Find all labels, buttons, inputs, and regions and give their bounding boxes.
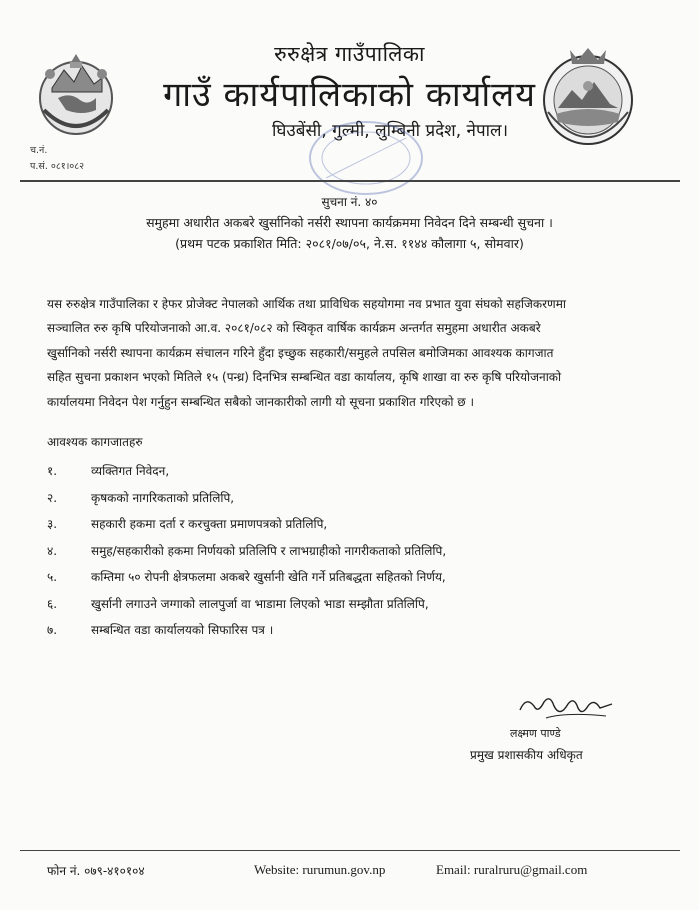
- publication-info: (प्रथम पटक प्रकाशित मिति: २०८१/०७/०५, ने.स. ११४४ कौलागा ५, सोमवार): [175, 236, 524, 251]
- dispatch-number: च.नं.: [30, 145, 48, 156]
- notice-body: [47, 292, 653, 414]
- item-number: ७.: [47, 623, 58, 637]
- body-line: सहित सुचना प्रकाशन भएको मितिले १५ (पन्ध्र) दिनभित्र सम्बन्धित वडा कार्यालय, कृषि शाखा वा रुरु कृषि परियोजनाको: [47, 370, 562, 385]
- item-number: २.: [47, 490, 58, 505]
- item-text: कम्तिमा ५० रोपनी क्षेत्रफलमा अकबरे खुर्सानी खेति गर्ने प्रतिबद्धता सहितको निर्णय,: [91, 570, 446, 584]
- item-text: कृषकको नागरिकताको प्रतिलिपि,: [91, 490, 235, 505]
- item-text: सहकारी हकमा दर्ता र करचुक्ता प्रमाणपत्रको प्रतिलिपि,: [91, 517, 328, 531]
- footer-phone: फोन नं. ०७९-४१०१०४: [47, 864, 145, 878]
- footer-website[interactable]: Website: rurumun.gov.np: [254, 862, 386, 877]
- office-stamp-icon: [306, 118, 426, 198]
- reference-block: [30, 143, 84, 175]
- item-text: व्यक्तिगत निवेदन,: [91, 464, 170, 478]
- signatory-name: लक्ष्मण पाण्डे: [510, 727, 561, 740]
- header-divider: [20, 180, 680, 182]
- municipality-name: रुरुक्षेत्र गाउँपालिका: [274, 42, 425, 66]
- body-line: खुर्सानिको नर्सरी स्थापना कार्यक्रम संचालन गरिने हुँदा इच्छुक सहकारी/समुहले तपसिल बमोजिमका आवश्यक कागजात: [47, 345, 554, 360]
- notice-number: सुचना नं. ४०: [321, 195, 378, 209]
- item-number: ५.: [47, 570, 58, 584]
- body-line: यस रुरुक्षेत्र गाउँपालिका र हेफर प्रोजेक्ट नेपालको आर्थिक तथा प्राविधिक सहयोगमा नव प्रभात युवा संघको सहजिकरणमा: [47, 297, 566, 311]
- footer-email[interactable]: Email: ruralruru@gmail.com: [436, 862, 588, 877]
- item-number: ३.: [47, 517, 58, 531]
- office-address: घिउबेंसी, गुल्मी, लुम्बिनी प्रदेश, नेपाल।: [271, 121, 509, 141]
- body-line: कार्यालयमा निवेदन पेश गर्नुहुन सम्बन्धित सबैको जानकारीको लागी यो सूचना प्रकाशित गरिएको छ ।: [47, 394, 475, 409]
- item-number: ४.: [47, 543, 58, 558]
- signatory-title: प्रमुख प्रशासकीय अधिकृत: [470, 748, 583, 762]
- notice-subject: समुहमा अधारीत अकबरे खुर्सानिको नर्सरी स्थापना कार्यक्रममा निवेदन दिने सम्बन्धी सुचना ।: [146, 215, 553, 230]
- item-number: १.: [47, 464, 58, 478]
- footer-divider: [20, 850, 680, 851]
- letter-reference: प.सं. ०८१।०८२: [30, 161, 85, 172]
- requirements-title: आवश्यक कागजातहरु: [47, 435, 143, 449]
- item-text: समुह/सहकारीको हकमा निर्णयको प्रतिलिपि र लाभग्राहीको नागरीकताको प्रतिलिपि,: [91, 543, 447, 558]
- office-title: गाउँ कार्यपालिकाको कार्यालय: [163, 75, 536, 115]
- item-text: खुर्सानी लगाउने जग्गाको लालपुर्जा वा भाडामा लिएको भाडा सम्झौता प्रतिलिपि,: [91, 596, 429, 611]
- item-text: सम्बन्धित वडा कार्यालयको सिफारिस पत्र ।: [91, 623, 274, 637]
- item-number: ६.: [47, 596, 58, 611]
- signature-icon: [516, 692, 616, 728]
- body-line: सञ्चालित रुरु कृषि परियोजनाको आ.व. २०८१/०८२ को स्विकृत वार्षिक कार्यक्रम अन्तर्गत समुहमा अधारीत अकबरे: [47, 321, 541, 336]
